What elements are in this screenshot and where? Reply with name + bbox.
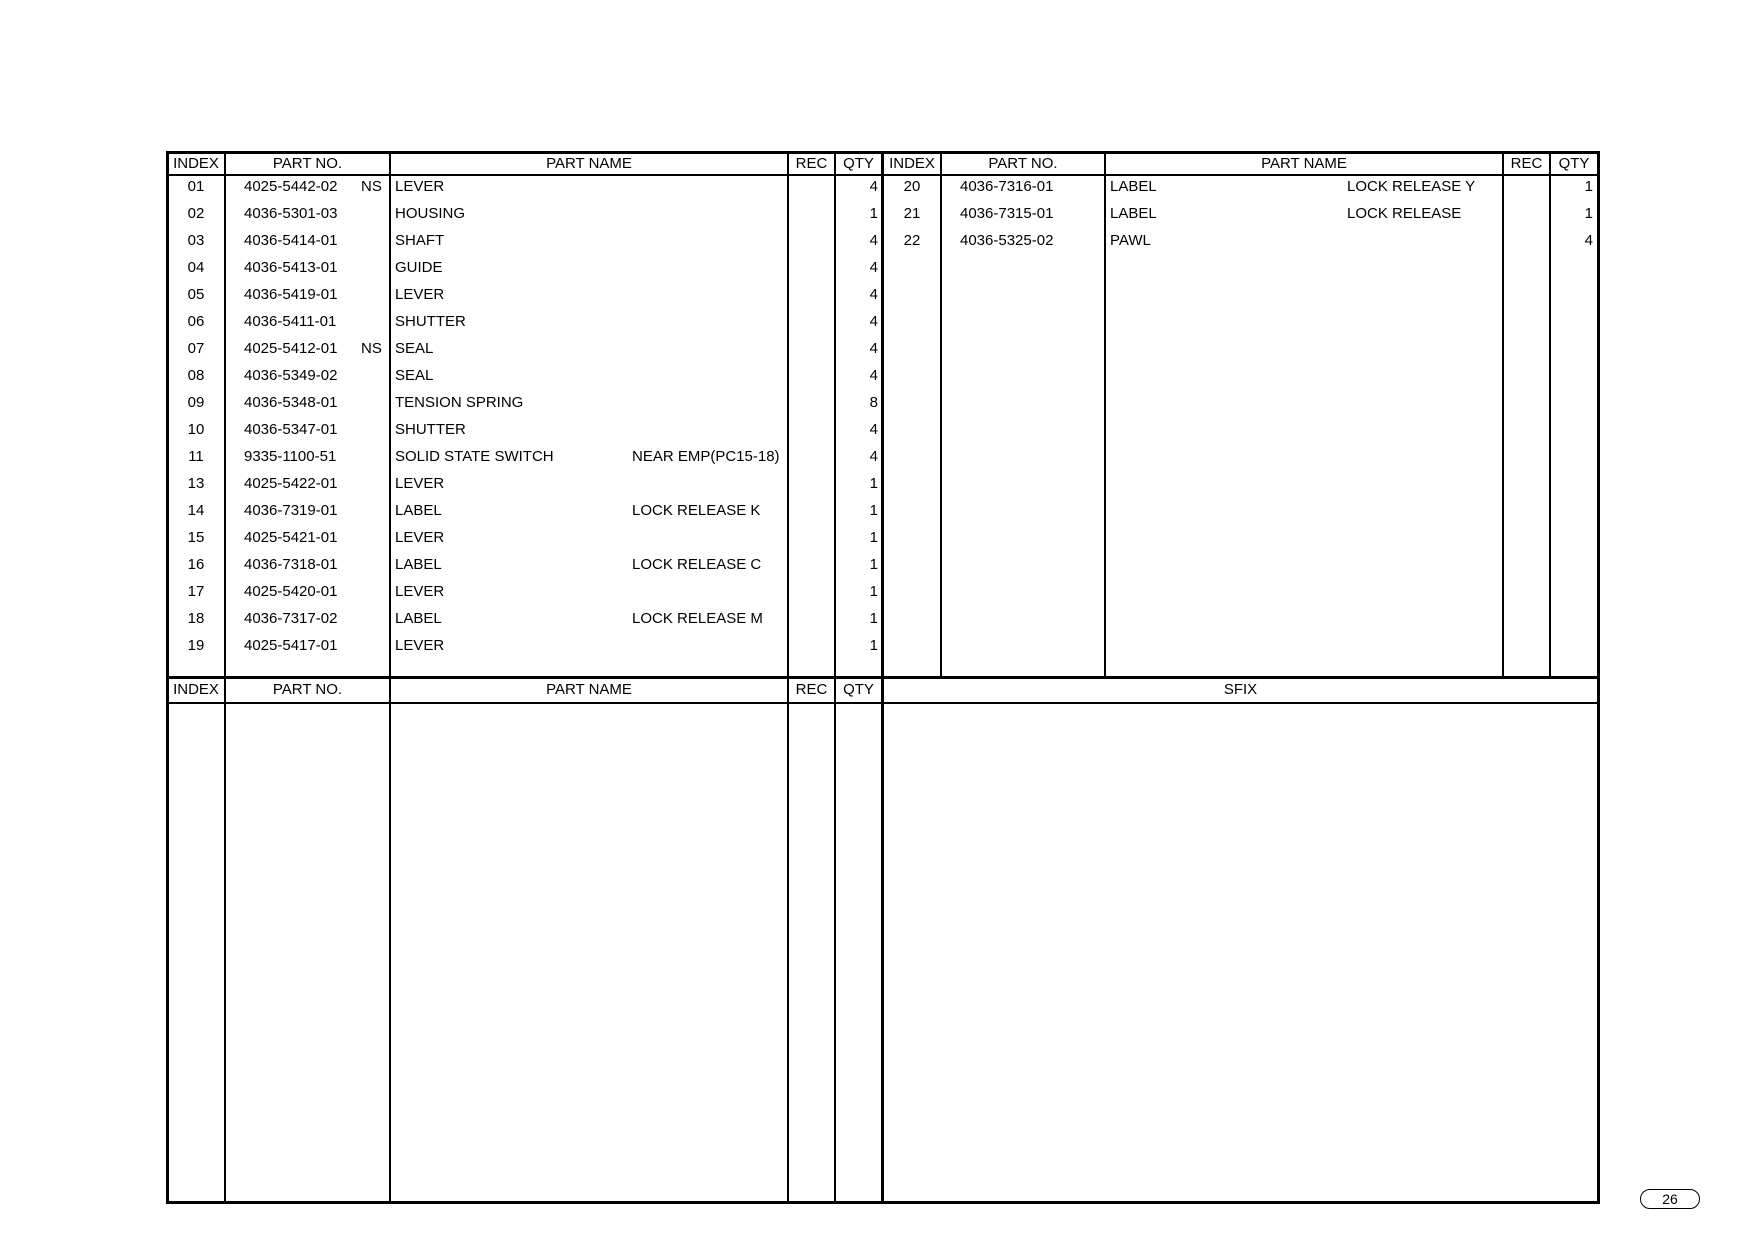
part-name-cell: TENSION SPRING: [395, 394, 524, 411]
ns-cell: NS: [361, 178, 382, 195]
qty-cell: 4: [869, 448, 878, 465]
part-name-cell: SEAL: [395, 367, 434, 384]
qty-cell: 1: [1584, 205, 1593, 222]
remark-cell: LOCK RELEASE C: [632, 556, 762, 573]
part-name-cell: SHUTTER: [395, 421, 466, 438]
header-index: INDEX: [889, 155, 935, 172]
part-name-cell: LEVER: [395, 178, 445, 195]
qty-cell: 1: [869, 637, 878, 654]
part-no-cell: 4036-5419-01: [244, 286, 338, 303]
qty-cell: 4: [869, 178, 878, 195]
header-qty: QTY: [1558, 155, 1590, 172]
part-name-cell: LABEL: [1110, 205, 1157, 222]
qty-cell: 4: [869, 232, 878, 249]
parts-list-sheet: [166, 151, 1600, 1204]
header-part-no: PART NO.: [988, 155, 1058, 172]
index-cell: 09: [187, 394, 205, 411]
qty-cell: 4: [869, 259, 878, 276]
col-rule: [881, 151, 884, 1204]
part-no-cell: 4036-5347-01: [244, 421, 338, 438]
part-name-cell: LEVER: [395, 475, 445, 492]
part-name-cell: LABEL: [1110, 178, 1157, 195]
part-name-cell: LABEL: [395, 610, 442, 627]
part-name-cell: SHUTTER: [395, 313, 466, 330]
index-cell: 16: [187, 556, 205, 573]
qty-cell: 1: [869, 583, 878, 600]
header-part-no: PART NO.: [272, 681, 343, 698]
header-qty: QTY: [843, 681, 874, 698]
part-name-cell: SEAL: [395, 340, 434, 357]
part-no-cell: 4025-5417-01: [244, 637, 338, 654]
part-name-cell: LEVER: [395, 529, 445, 546]
part-no-cell: 4036-5348-01: [244, 394, 338, 411]
qty-cell: 1: [869, 610, 878, 627]
index-cell: 01: [187, 178, 205, 195]
header-qty: QTY: [843, 155, 874, 172]
col-rule: [389, 151, 391, 1204]
index-cell: 05: [187, 286, 205, 303]
part-no-cell: 4025-5442-02: [244, 178, 338, 195]
index-cell: 19: [187, 637, 205, 654]
qty-cell: 8: [869, 394, 878, 411]
header-rec: REC: [1510, 155, 1543, 172]
part-name-cell: GUIDE: [395, 259, 443, 276]
part-no-cell: 4025-5422-01: [244, 475, 338, 492]
part-no-cell: 4025-5421-01: [244, 529, 338, 546]
index-cell: 03: [187, 232, 205, 249]
col-rule: [224, 151, 226, 1204]
index-cell: 08: [187, 367, 205, 384]
part-name-cell: LEVER: [395, 637, 445, 654]
qty-cell: 1: [1584, 178, 1593, 195]
qty-cell: 4: [869, 340, 878, 357]
part-no-cell: 4036-7319-01: [244, 502, 338, 519]
col-rule: [1549, 151, 1551, 677]
header-index: INDEX: [173, 155, 219, 172]
remark-cell: NEAR EMP(PC15-18): [632, 448, 780, 465]
index-cell: 10: [187, 421, 205, 438]
part-no-cell: 4025-5420-01: [244, 583, 338, 600]
col-rule: [1502, 151, 1504, 677]
header-part-no: PART NO.: [272, 155, 343, 172]
ns-cell: NS: [361, 340, 382, 357]
header-part-name: PART NAME: [546, 155, 632, 172]
part-no-cell: 4036-5349-02: [244, 367, 338, 384]
index-cell: 02: [187, 205, 205, 222]
part-name-cell: LABEL: [395, 556, 442, 573]
col-rule: [1104, 151, 1106, 677]
index-cell: 13: [187, 475, 205, 492]
part-no-cell: 4036-7318-01: [244, 556, 338, 573]
part-name-cell: SHAFT: [395, 232, 445, 249]
index-cell: 22: [903, 232, 921, 249]
part-no-cell: 4036-7316-01: [960, 178, 1054, 195]
part-name-cell: PAWL: [1110, 232, 1151, 249]
index-cell: 11: [188, 448, 204, 465]
qty-cell: 1: [869, 475, 878, 492]
part-no-cell: 4036-5413-01: [244, 259, 338, 276]
col-rule: [787, 151, 789, 1204]
part-name-cell: SOLID STATE SWITCH: [395, 448, 554, 465]
qty-cell: 1: [869, 502, 878, 519]
remark-cell: LOCK RELEASE: [1347, 205, 1462, 222]
part-no-cell: 4036-7317-02: [244, 610, 338, 627]
part-no-cell: 4036-7315-01: [960, 205, 1054, 222]
page-number: 26: [1640, 1189, 1700, 1209]
header-part-name: PART NAME: [546, 681, 632, 698]
part-no-cell: 4036-5325-02: [960, 232, 1054, 249]
part-no-cell: 4036-5411-01: [244, 313, 337, 330]
qty-cell: 4: [1584, 232, 1593, 249]
col-rule: [940, 151, 942, 677]
index-cell: 14: [187, 502, 205, 519]
remark-cell: LOCK RELEASE Y: [1347, 178, 1476, 195]
index-cell: 20: [903, 178, 921, 195]
part-name-cell: LABEL: [395, 502, 442, 519]
index-cell: 18: [187, 610, 205, 627]
index-cell: 15: [187, 529, 205, 546]
header-rec: REC: [795, 681, 828, 698]
part-no-cell: 4036-5414-01: [244, 232, 338, 249]
qty-cell: 4: [869, 421, 878, 438]
index-cell: 07: [187, 340, 205, 357]
qty-cell: 1: [869, 205, 878, 222]
part-no-cell: 9335-1100-51: [244, 448, 337, 465]
col-rule: [834, 151, 836, 1204]
header-index: INDEX: [173, 681, 219, 698]
index-cell: 06: [187, 313, 205, 330]
header-rec: REC: [795, 155, 828, 172]
qty-cell: 4: [869, 367, 878, 384]
header-part-name: PART NAME: [1261, 155, 1347, 172]
part-no-cell: 4025-5412-01: [244, 340, 338, 357]
part-name-cell: LEVER: [395, 286, 445, 303]
part-name-cell: LEVER: [395, 583, 445, 600]
index-cell: 04: [187, 259, 205, 276]
index-cell: 17: [187, 583, 205, 600]
remark-cell: LOCK RELEASE K: [632, 502, 761, 519]
qty-cell: 4: [869, 313, 878, 330]
index-cell: 21: [903, 205, 921, 222]
qty-cell: 1: [869, 556, 878, 573]
qty-cell: 1: [869, 529, 878, 546]
part-name-cell: HOUSING: [395, 205, 466, 222]
qty-cell: 4: [869, 286, 878, 303]
remark-cell: LOCK RELEASE M: [632, 610, 763, 627]
part-no-cell: 4036-5301-03: [244, 205, 338, 222]
header-sfix: SFIX: [1223, 681, 1258, 698]
